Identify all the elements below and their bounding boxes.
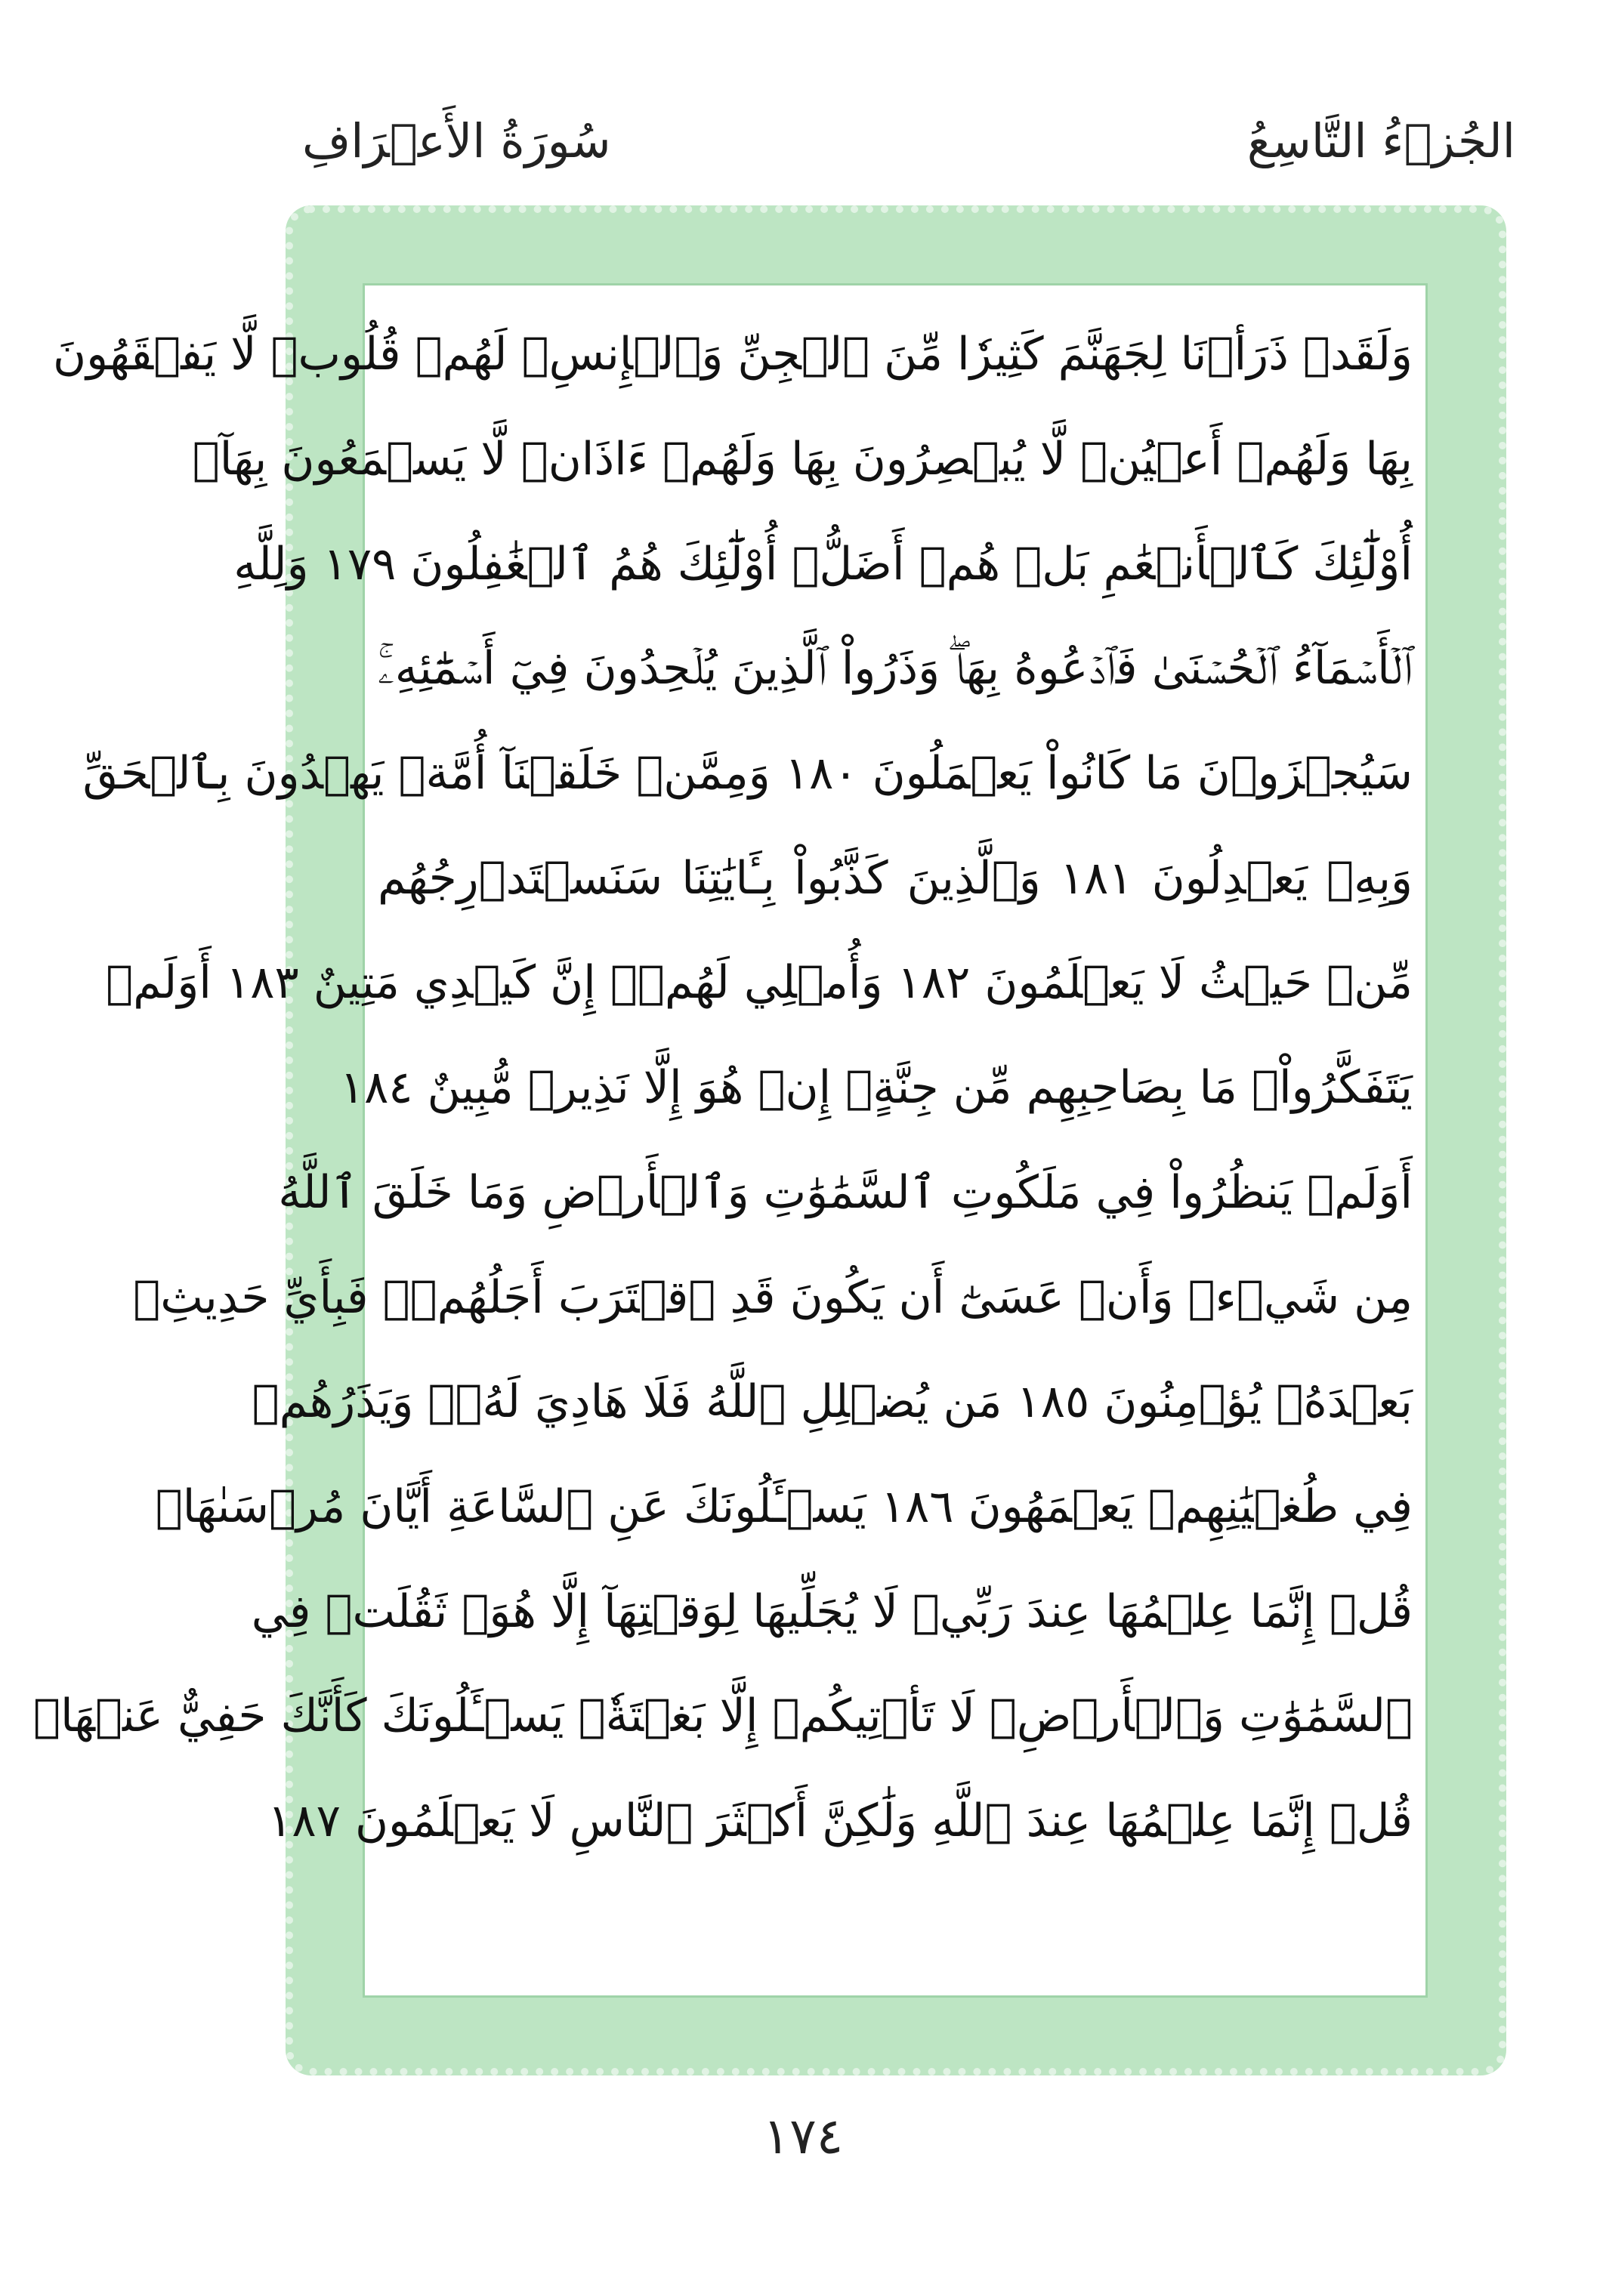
text-line: مِّنۡ حَيۡثُ لَا يَعۡلَمُونَ ١٨٢ وَأُمۡلِي لَهُمۡۚ إِنَّ كَيۡدِي مَتِينٌ ١٨٣ أَوَلَمۡ <box>106 956 1413 1010</box>
text-line: بَعۡدَهُۥ يُؤۡمِنُونَ ١٨٥ مَن يُضۡلِلِ ٱللَّهُ فَلَا هَادِيَ لَهُۥۚ وَيَذَرُهُمۡ <box>252 1375 1413 1429</box>
text-line: يَتَفَكَّرُواْۗ مَا بِصَاحِبِهِم مِّن جِنَّةٍۚ إِنۡ هُوَ إِلَّا نَذِيرٞ مُّبِينٌ ١٨٤ <box>339 1061 1413 1115</box>
text-line: وَلَقَدۡ ذَرَأۡنَا لِجَهَنَّمَ كَثِيرٗا مِّنَ ٱلۡجِنِّ وَٱلۡإِنسِۖ لَهُمۡ قُلُوبٞ لَّا يَفۡقَهُونَ <box>53 328 1413 381</box>
text-line: سَيُجۡزَوۡنَ مَا كَانُواْ يَعۡمَلُونَ ١٨٠ وَمِمَّنۡ خَلَقۡنَآ أُمَّةٞ يَهۡدُونَ بِٱلۡحَقِّ <box>82 747 1413 801</box>
page-number: ١٧٤ <box>762 2107 844 2165</box>
juz-title: الجُزۡءُ التَّاسِعُ <box>1246 113 1515 168</box>
text-line: قُلۡ إِنَّمَا عِلۡمُهَا عِندَ رَبِّيۖ لَا يُجَلِّيهَا لِوَقۡتِهَآ إِلَّا هُوَۚ ثَقُلَتۡ فِي <box>251 1585 1413 1638</box>
text-line: أَوَلَمۡ يَنظُرُواْ فِي مَلَكُوتِ ٱلسَّمَٰوَٰتِ وَٱلۡأَرۡضِ وَمَا خَلَقَ ٱللَّهُ <box>278 1165 1413 1219</box>
surah-title: سُورَةُ الأَعۡرَافِ <box>302 113 611 168</box>
quran-text <box>33 302 1413 1979</box>
text-line: ٱلۡأَسۡمَآءُ ٱلۡحُسۡنَىٰ فَٱدۡعُوهُ بِهَاۖ وَذَرُواْ ٱلَّذِينَ يُلۡحِدُونَ فِيٓ أَسۡمَٰٓئِهِۦۚ <box>378 642 1413 696</box>
text-line: مِن شَيۡءٖ وَأَنۡ عَسَىٰٓ أَن يَكُونَ قَدِ ٱقۡتَرَبَ أَجَلُهُمۡۖ فَبِأَيِّ حَدِيثِۭ <box>133 1270 1413 1324</box>
text-line: بِهَا وَلَهُمۡ أَعۡيُنٞ لَّا يُبۡصِرُونَ بِهَا وَلَهُمۡ ءَاذَانٞ لَّا يَسۡمَعُونَ بِهَآۚ <box>192 433 1413 486</box>
text-line: وَبِهِۦ يَعۡدِلُونَ ١٨١ وَٱلَّذِينَ كَذَّبُواْ بِـَٔايَٰتِنَا سَنَسۡتَدۡرِجُهُم <box>378 851 1413 905</box>
text-line: أُوْلَٰٓئِكَ كَٱلۡأَنۡعَٰمِ بَلۡ هُمۡ أَضَلُّۚ أُوْلَٰٓئِكَ هُمُ ٱلۡغَٰفِلُونَ ١٧٩ وَلِلَّهِ <box>233 537 1413 591</box>
text-line: ٱلسَّمَٰوَٰتِ وَٱلۡأَرۡضِۚ لَا تَأۡتِيكُمۡ إِلَّا بَغۡتَةٗۗ يَسۡـَٔلُونَكَ كَأَنَّكَ حَفِيٌّ عَنۡهَاۖ <box>33 1690 1413 1743</box>
text-line: فِي طُغۡيَٰنِهِمۡ يَعۡمَهُونَ ١٨٦ يَسۡـَٔلُونَكَ عَنِ ٱلسَّاعَةِ أَيَّانَ مُرۡسَىٰهَاۖ <box>155 1480 1413 1533</box>
text-line: قُلۡ إِنَّمَا عِلۡمُهَا عِندَ ٱللَّهِ وَلَٰكِنَّ أَكۡثَرَ ٱلنَّاسِ لَا يَعۡلَمُونَ ١٨٧ <box>267 1794 1413 1847</box>
